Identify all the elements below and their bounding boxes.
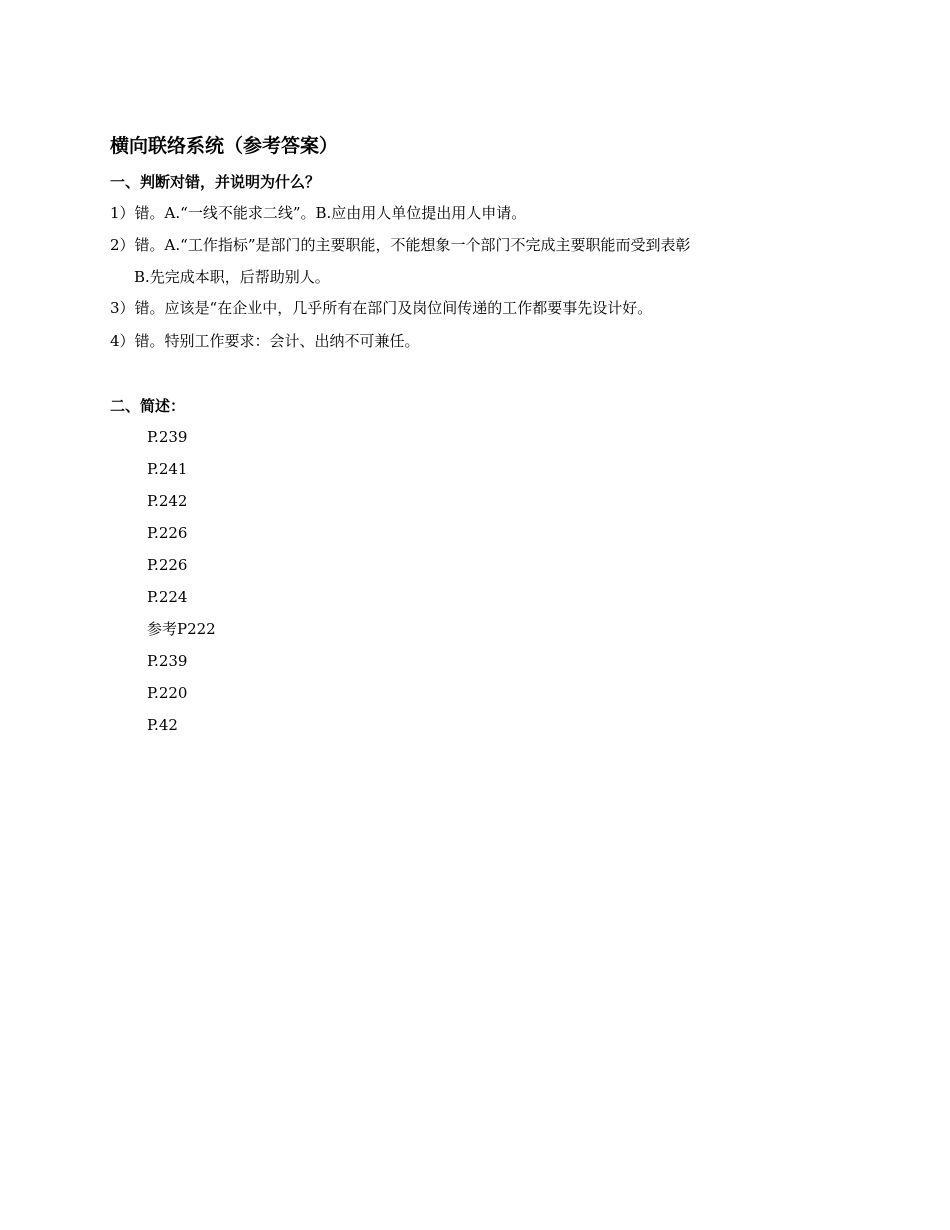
- document-title: 横向联络系统（参考答案）: [110, 135, 339, 157]
- section1-heading: 一、判断对错，并说明为什么？: [110, 173, 321, 191]
- answer-item-2: 2）错。A.“工作指标”是部门的主要职能，不能想象一个部门不完成主要职能而受到表彰: [110, 236, 691, 254]
- answer-item-2-continuation: B.先完成本职，后帮助别人。: [134, 268, 330, 286]
- page-reference: 参考P222: [147, 620, 216, 638]
- page-reference: P.224: [147, 588, 188, 606]
- page-reference: P.242: [147, 492, 188, 510]
- page-reference: P.226: [147, 556, 188, 574]
- page-reference: P.42: [147, 716, 178, 734]
- page-reference: P.239: [147, 652, 188, 670]
- page-reference: P.220: [147, 684, 188, 702]
- page-reference: P.239: [147, 428, 188, 446]
- section2-heading: 二、简述：: [110, 397, 186, 415]
- page-reference: P.241: [147, 460, 188, 478]
- answer-item-3: 3）错。应该是“在企业中，几乎所有在部门及岗位间传递的工作都要事先设计好。: [110, 299, 653, 317]
- answer-item-4: 4）错。特别工作要求：会计、出纳不可兼任。: [110, 332, 420, 350]
- page-reference: P.226: [147, 524, 188, 542]
- answer-item-1: 1）错。A.“一线不能求二线”。B.应由用人单位提出用人申请。: [110, 204, 527, 222]
